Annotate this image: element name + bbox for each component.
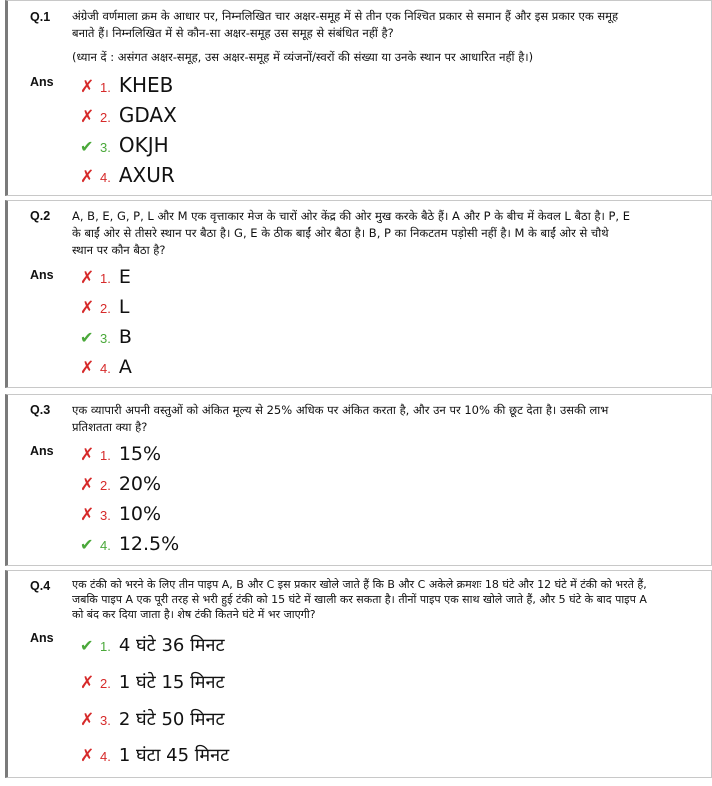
cross-icon: ✗ bbox=[80, 358, 95, 378]
answer-label: Ans bbox=[30, 75, 54, 89]
option-1 bbox=[80, 266, 131, 294]
option-text: 2 घंटे 50 मिनट bbox=[118, 709, 225, 730]
question-block-3 bbox=[5, 394, 712, 566]
option-2 bbox=[80, 473, 161, 501]
cross-icon: ✗ bbox=[80, 505, 95, 525]
question-note: (ध्यान दें : असंगत अक्षर-समूह, उस अक्षर-समूह में व्यंजनों/स्वरों की संख्या या उनके स्थान पर आधारित नहीं है।) bbox=[72, 50, 534, 64]
option-number: 2. bbox=[100, 478, 111, 493]
question-text: एक टंकी को भरने के लिए तीन पाइप A, B और C इस प्रकार खोले जाते हैं कि B और C अकेले क्रमशः 18 घंटे और 12 घंटे में टंकी को भरते हैं, जबकि पाइप A एक पूरी तरह से भरी हुई टंकी को 15 घंटे में खाली कर सकता है। तीनों पाइप एक साथ खोले जाते हैं, और 5 घंटे के बाद पाइप A को बंद कर दिया जाता है। शेष टंकी कितने घंटे में भर जाएगी? bbox=[72, 578, 647, 621]
check-icon: ✔ bbox=[80, 328, 94, 347]
option-number: 4. bbox=[100, 361, 111, 376]
cross-icon: ✗ bbox=[80, 298, 95, 318]
option-text: AXUR bbox=[118, 163, 175, 187]
option-number: 1. bbox=[100, 448, 111, 463]
option-text: GDAX bbox=[118, 103, 177, 127]
option-number: 3. bbox=[100, 713, 111, 728]
question-text: A, B, E, G, P, L और M एक वृत्ताकार मेज के चारों ओर केंद्र की ओर मुख करके बैठे हैं। A और P के बीच में केवल L बैठा है। P, E के बाईं ओर से तीसरे स्थान पर बैठा है। G, E के ठीक बाईं ओर बैठा है। B, P का निकटतम पड़ोसी नहीं है। M के बाईं ओर से चौथे स्थान पर कौन बैठा है? bbox=[72, 209, 630, 257]
option-number: 4. bbox=[100, 749, 111, 764]
option-text: 15% bbox=[118, 443, 162, 465]
answer-label: Ans bbox=[30, 631, 54, 645]
option-text: A bbox=[118, 356, 132, 378]
question-number: Q.3 bbox=[30, 403, 51, 417]
question-text: एक व्यापारी अपनी वस्तुओं को अंकित मूल्य से 25% अधिक पर अंकित करता है, और उन पर 10% की छूट देता है। उसकी लाभ प्रतिशतता क्या है? bbox=[72, 403, 609, 434]
option-text: OKJH bbox=[118, 133, 169, 157]
option-number: 1. bbox=[100, 80, 111, 95]
option-1 bbox=[80, 73, 173, 101]
option-3 bbox=[80, 133, 169, 161]
question-block-2 bbox=[5, 200, 712, 388]
option-2 bbox=[80, 296, 129, 324]
option-number: 3. bbox=[100, 140, 111, 155]
option-4 bbox=[80, 163, 175, 191]
option-number: 2. bbox=[100, 301, 111, 316]
cross-icon: ✗ bbox=[80, 107, 95, 127]
option-text: 10% bbox=[118, 503, 162, 525]
option-1 bbox=[80, 633, 225, 661]
option-number: 4. bbox=[100, 538, 111, 553]
option-4 bbox=[80, 533, 179, 561]
option-4 bbox=[80, 743, 229, 771]
option-text: 1 घंटे 15 मिनट bbox=[118, 672, 225, 693]
option-number: 4. bbox=[100, 170, 111, 185]
question-block-1 bbox=[5, 0, 712, 196]
option-text: E bbox=[118, 266, 131, 288]
question-number: Q.2 bbox=[30, 209, 51, 223]
option-2 bbox=[80, 670, 225, 698]
option-number: 3. bbox=[100, 331, 111, 346]
question-text: अंग्रेजी वर्णमाला क्रम के आधार पर, निम्नलिखित चार अक्षर-समूह में से तीन एक निश्चित प्रकार से समान हैं और इस प्रकार एक समूह बनाते हैं। निम्नलिखित में से कौन-सा अक्षर-समूह उस समूह से संबंधित नहीं है? bbox=[72, 9, 619, 40]
cross-icon: ✗ bbox=[80, 445, 95, 465]
option-3 bbox=[80, 707, 225, 735]
option-text: 1 घंटा 45 मिनट bbox=[118, 745, 230, 766]
option-3 bbox=[80, 503, 161, 531]
option-4 bbox=[80, 356, 132, 384]
check-icon: ✔ bbox=[80, 535, 94, 554]
option-2 bbox=[80, 103, 177, 131]
option-text: 20% bbox=[118, 473, 162, 495]
option-number: 2. bbox=[100, 110, 111, 125]
option-text: L bbox=[118, 296, 130, 318]
cross-icon: ✗ bbox=[80, 268, 95, 288]
option-number: 1. bbox=[100, 639, 111, 654]
option-1 bbox=[80, 443, 161, 471]
check-icon: ✔ bbox=[80, 636, 94, 655]
check-icon: ✔ bbox=[80, 137, 94, 156]
option-text: 4 घंटे 36 मिनट bbox=[118, 635, 225, 656]
option-number: 2. bbox=[100, 676, 111, 691]
option-text: B bbox=[118, 326, 132, 348]
option-text: KHEB bbox=[118, 73, 174, 97]
option-text: 12.5% bbox=[118, 533, 180, 555]
question-number: Q.4 bbox=[30, 579, 51, 593]
cross-icon: ✗ bbox=[80, 77, 95, 97]
option-number: 1. bbox=[100, 271, 111, 286]
cross-icon: ✗ bbox=[80, 710, 95, 730]
cross-icon: ✗ bbox=[80, 475, 95, 495]
cross-icon: ✗ bbox=[80, 167, 95, 187]
cross-icon: ✗ bbox=[80, 673, 95, 693]
question-number: Q.1 bbox=[30, 10, 51, 24]
cross-icon: ✗ bbox=[80, 746, 95, 766]
answer-label: Ans bbox=[30, 444, 54, 458]
option-3 bbox=[80, 326, 132, 354]
option-number: 3. bbox=[100, 508, 111, 523]
answer-label: Ans bbox=[30, 268, 54, 282]
question-block-4 bbox=[5, 570, 712, 778]
